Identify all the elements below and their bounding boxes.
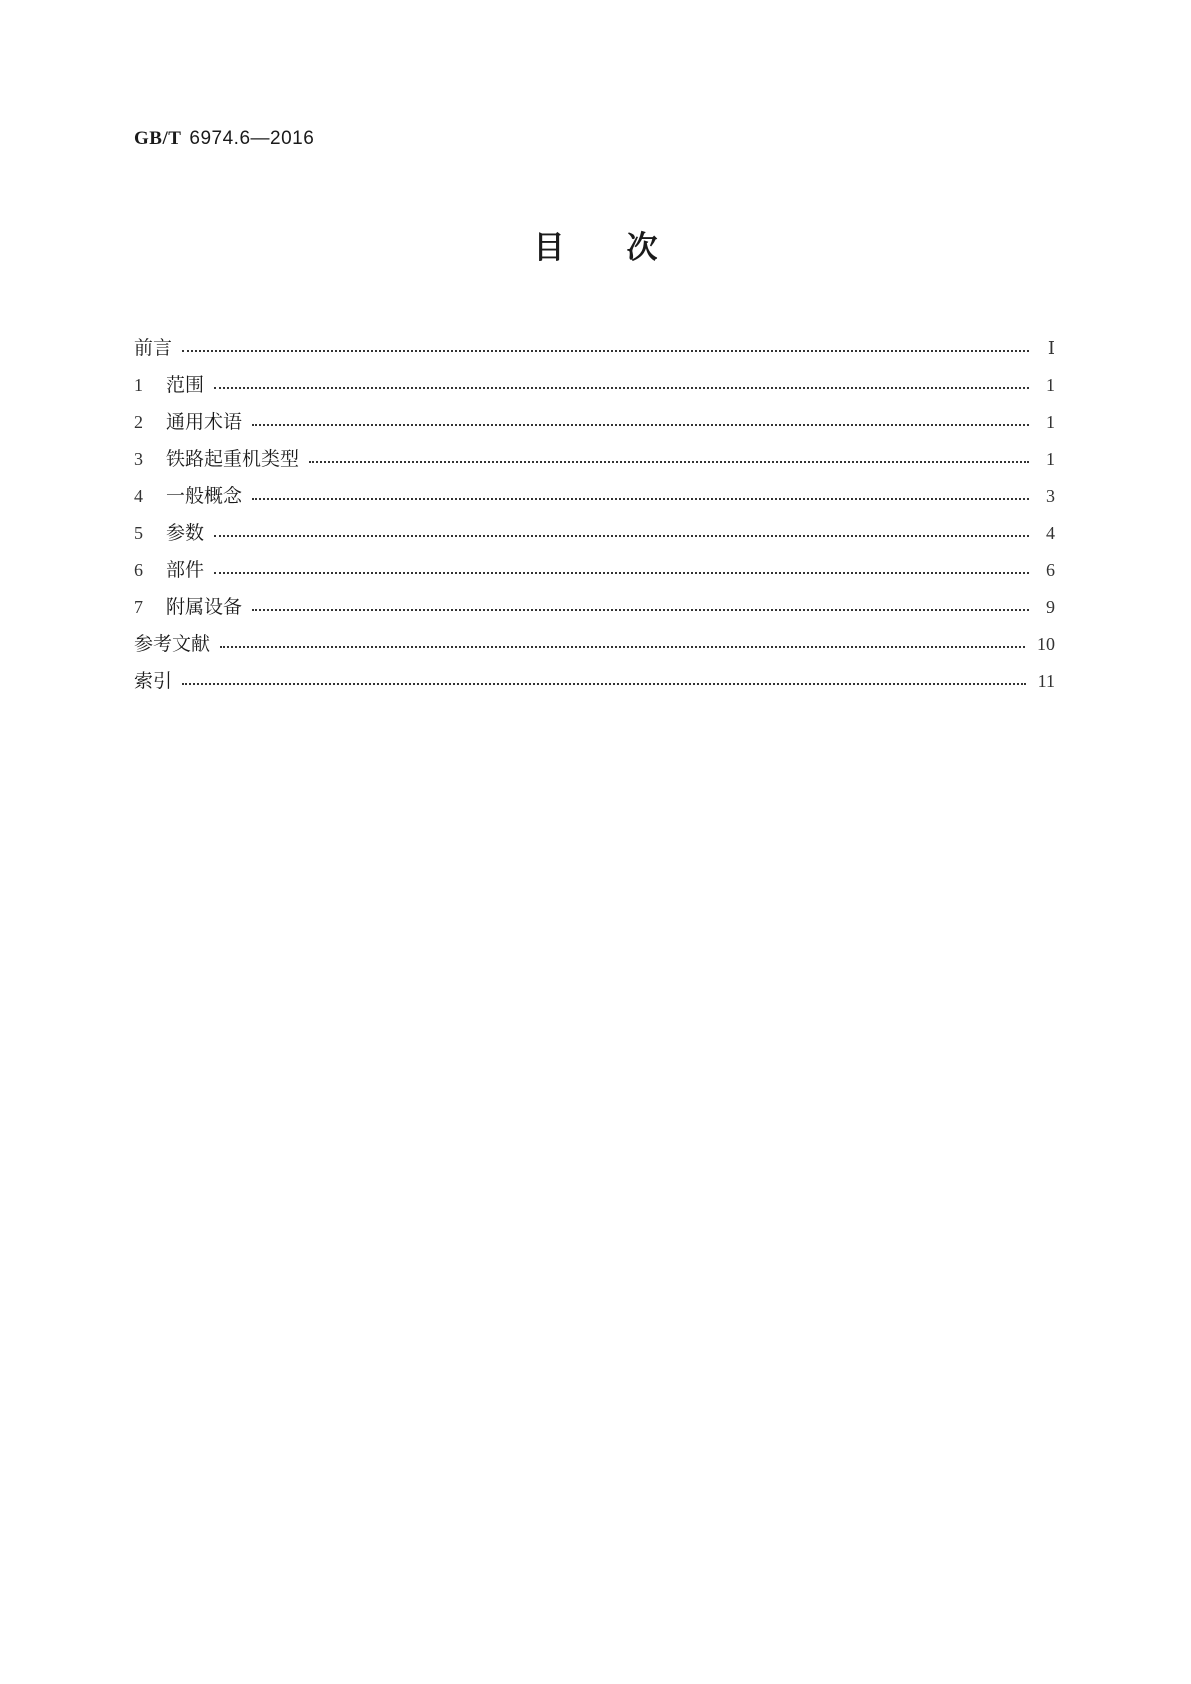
standard-identifier bbox=[134, 128, 314, 150]
toc-entry-number: 6 bbox=[134, 560, 143, 580]
dot-leader bbox=[214, 534, 1029, 537]
toc-entry-accessories[interactable] bbox=[134, 589, 1055, 626]
dot-leader bbox=[309, 460, 1029, 463]
dot-leader bbox=[220, 645, 1025, 648]
toc-entry-general-terms[interactable] bbox=[134, 404, 1055, 441]
dot-leader bbox=[182, 682, 1026, 685]
toc-entry-scope[interactable] bbox=[134, 367, 1055, 404]
toc-entry-bibliography[interactable] bbox=[134, 626, 1055, 663]
dot-leader bbox=[182, 349, 1029, 352]
dot-leader bbox=[214, 386, 1029, 389]
toc-entry-number: 1 bbox=[134, 375, 143, 395]
toc-entry-index[interactable] bbox=[134, 663, 1055, 700]
standard-prefix: GB/T bbox=[134, 128, 182, 149]
toc-entry-page: 10 bbox=[1037, 634, 1055, 654]
toc-entry-number: 2 bbox=[134, 412, 143, 432]
toc-entry-general-concepts[interactable] bbox=[134, 478, 1055, 515]
toc-entry-label: 部件 bbox=[166, 559, 205, 581]
dot-leader bbox=[214, 571, 1029, 574]
toc-entry-label: 参数 bbox=[166, 522, 205, 544]
standard-number: 6974.6—2016 bbox=[189, 128, 315, 149]
toc-entry-number: 5 bbox=[134, 523, 143, 543]
toc-title: 目次 bbox=[533, 230, 720, 266]
toc-entry-foreword[interactable] bbox=[134, 330, 1055, 367]
table-of-contents bbox=[134, 330, 1055, 700]
toc-entry-parameters[interactable] bbox=[134, 515, 1055, 552]
toc-entry-page: 9 bbox=[1046, 597, 1055, 617]
toc-entry-number: 4 bbox=[134, 486, 143, 506]
toc-entry-page: 1 bbox=[1046, 375, 1055, 395]
toc-entry-label: 附属设备 bbox=[166, 596, 243, 618]
toc-entry-label: 参考文献 bbox=[134, 633, 211, 655]
toc-entry-label: 一般概念 bbox=[166, 485, 243, 507]
toc-entry-page: 4 bbox=[1046, 523, 1055, 543]
toc-entry-page: 1 bbox=[1046, 412, 1055, 432]
toc-entry-page: 6 bbox=[1046, 560, 1055, 580]
toc-entry-number: 7 bbox=[134, 597, 143, 617]
toc-entry-label: 铁路起重机类型 bbox=[166, 448, 300, 470]
dot-leader bbox=[252, 608, 1029, 611]
toc-entry-page: 1 bbox=[1046, 449, 1055, 469]
dot-leader bbox=[252, 423, 1029, 426]
toc-entry-label: 范围 bbox=[166, 374, 205, 396]
dot-leader bbox=[252, 497, 1029, 500]
toc-entry-page: Ⅰ bbox=[1047, 338, 1055, 358]
toc-entry-crane-types[interactable] bbox=[134, 441, 1055, 478]
toc-entry-page: 3 bbox=[1046, 486, 1055, 506]
toc-entry-label: 前言 bbox=[134, 337, 173, 359]
toc-entry-page: 11 bbox=[1037, 671, 1055, 691]
toc-entry-label: 索引 bbox=[134, 670, 173, 692]
toc-entry-components[interactable] bbox=[134, 552, 1055, 589]
toc-entry-label: 通用术语 bbox=[166, 411, 243, 433]
toc-entry-number: 3 bbox=[134, 449, 143, 469]
